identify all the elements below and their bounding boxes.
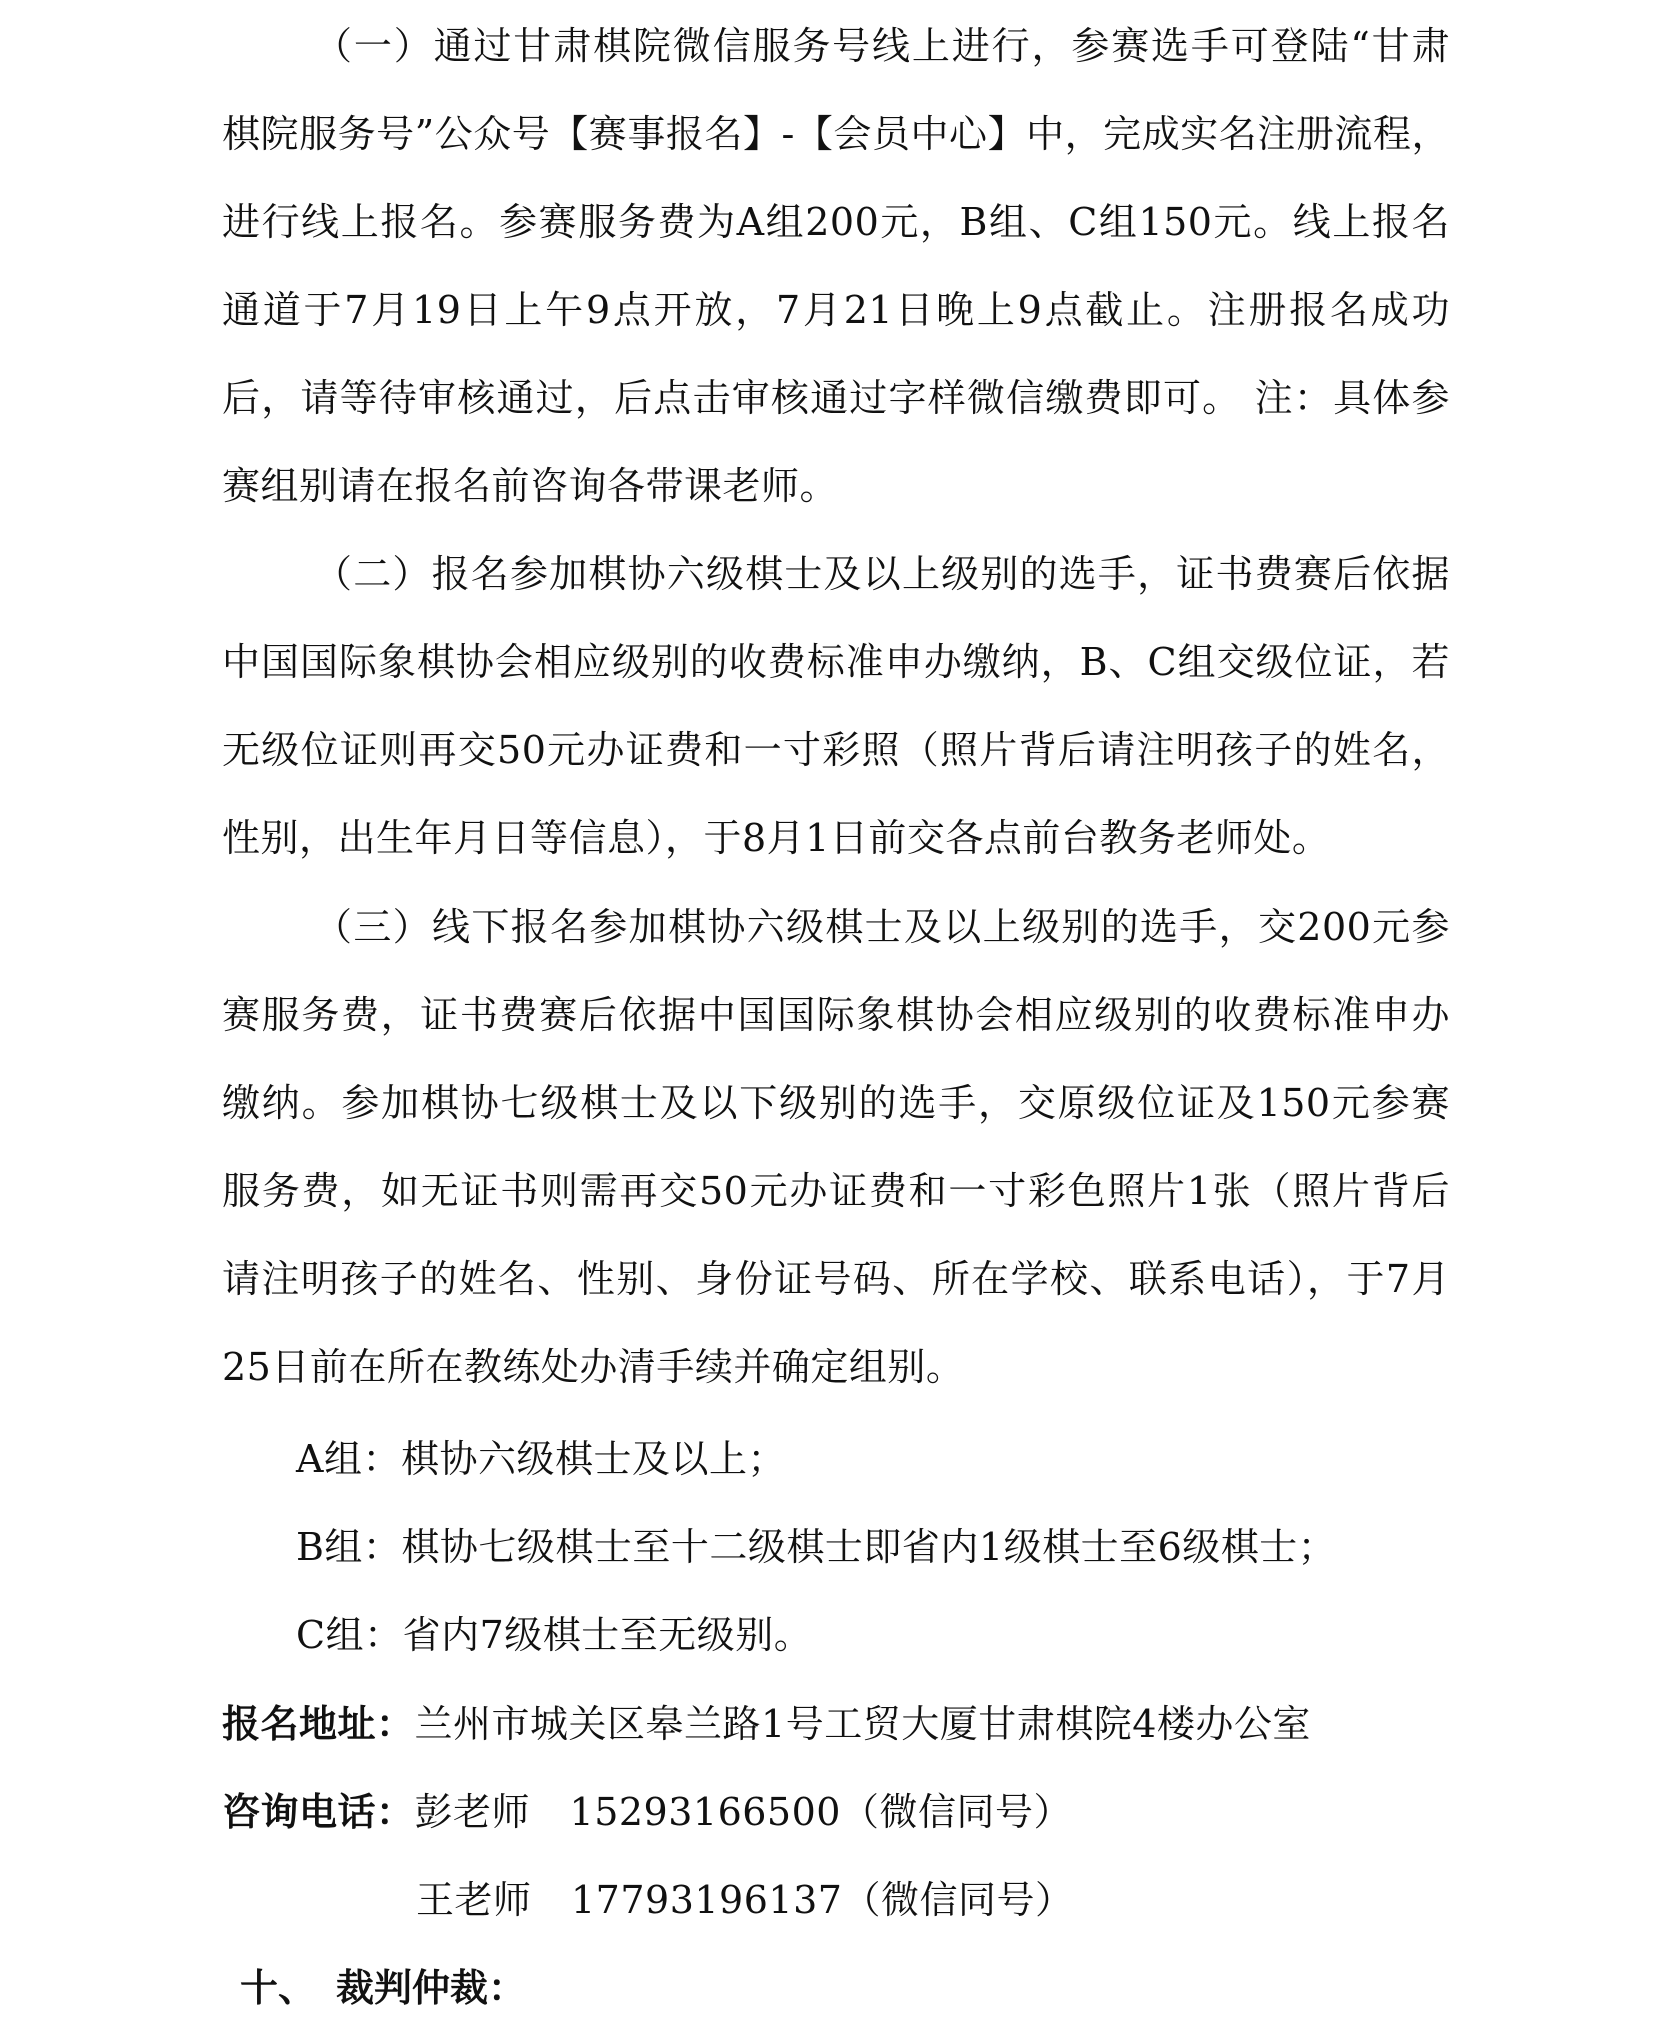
contact-label: 咨询电话：: [222, 1789, 415, 1834]
contact-name: 王老师: [416, 1878, 532, 1922]
address-label: 报名地址：: [222, 1701, 415, 1746]
paragraph-online-registration: [222, 2, 1450, 530]
contact-phone-row: [222, 1768, 1072, 1856]
group-b-item: B组：棋协七级棋士至十二级棋士即省内1级棋士至6级棋士；: [296, 1525, 1337, 1569]
section-title: 裁判仲裁：: [336, 1965, 527, 2010]
section-number: 十、: [240, 1965, 317, 2010]
address-value: 兰州市城关区皋兰路1号工贸大厦甘肃棋院4楼办公室: [414, 1702, 1311, 1746]
section-heading: [240, 1944, 526, 2032]
contact-phone: 15293166500（微信同号）: [569, 1790, 1072, 1834]
contact-name: 彭老师: [414, 1790, 531, 1834]
paragraph-text: （二）报名参加棋协六级棋士及以上级别的选手，证书费赛后依据中国国际象棋协会相应级别的收费标准申办缴纳，B、C组交级位证，若无级位证则再交50元办证费和一寸彩照（照片背后请注明孩子的姓名，性别，出生年月日等信息），于8月1日前交各点前台教务老师处。: [222, 552, 1450, 860]
group-a-item: A组：棋协六级棋士及以上；: [296, 1437, 786, 1481]
paragraph-offline-registration: [222, 883, 1450, 1411]
contact-phone: 17793196137（微信同号）: [571, 1878, 1074, 1922]
paragraph-text: （三）线下报名参加棋协六级棋士及以上级别的选手，交200元参赛服务费，证书费赛后依据中国国际象棋协会相应级别的收费标准申办缴纳。参加棋协七级棋士及以下级别的选手，交原级位证及150元参赛服务费，如无证书则需再交50元办证费和一寸彩色照片1张（照片背后请注明孩子的姓名、性别、身份证号码、所在学校、联系电话），于7月25日前在所在教练处办清手续并确定组别。: [222, 905, 1450, 1389]
registration-address: [222, 1680, 1311, 1768]
group-c-item: C组：省内7级棋士至无级别。: [296, 1613, 813, 1657]
paragraph-text: （一）通过甘肃棋院微信服务号线上进行，参赛选手可登陆“甘肃棋院服务号”公众号【赛事报名】-【会员中心】中，完成实名注册流程，进行线上报名。参赛服务费为A组200元，B组、C组150元。线上报名通道于7月19日上午9点开放，7月21日晚上9点截止。注册报名成功后，请等待审核通过，后点击审核通过字样微信缴费即可。 注：具体参赛组别请在报名前咨询各带课老师。: [222, 24, 1450, 508]
paragraph-certificate-fee: [222, 530, 1450, 882]
contact-phone-row: [416, 1856, 1073, 1944]
